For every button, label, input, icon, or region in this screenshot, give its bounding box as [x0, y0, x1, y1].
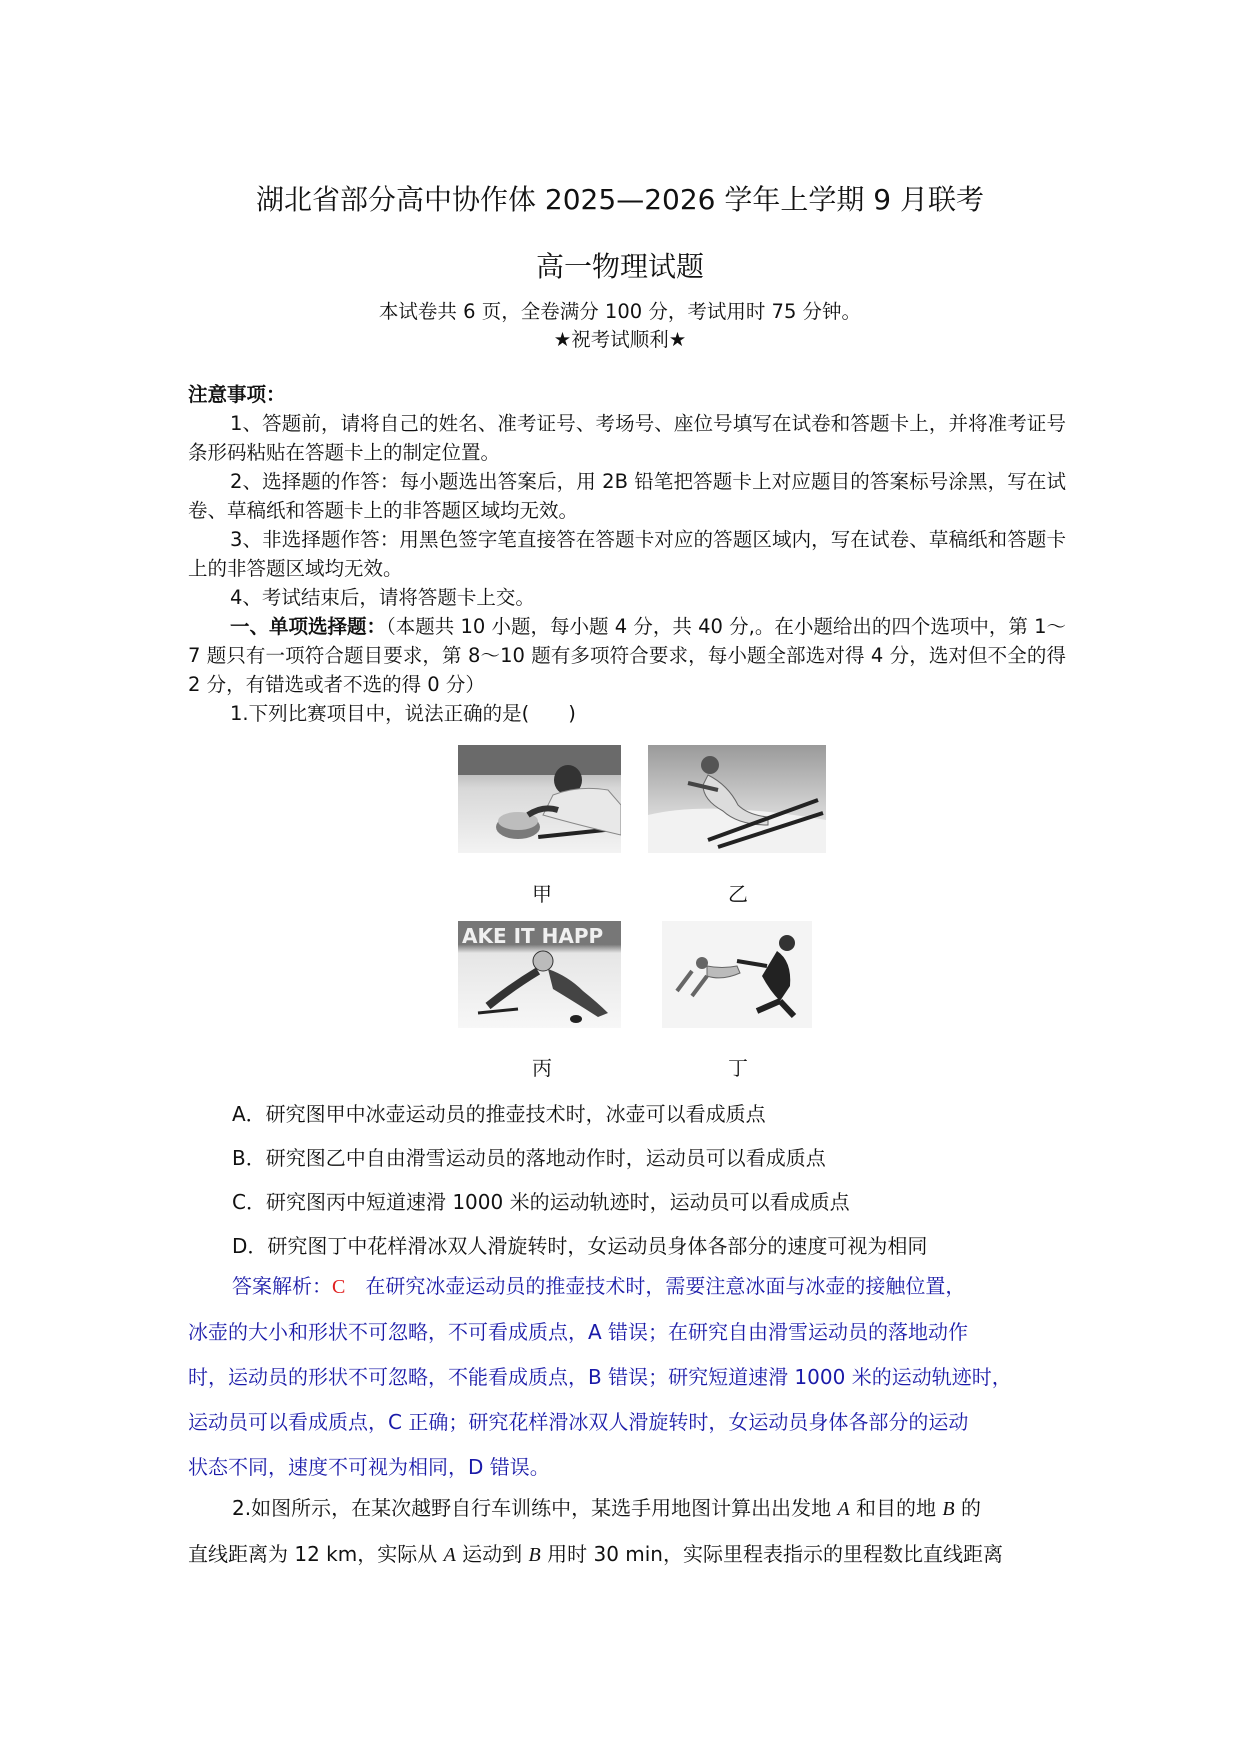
notice-item-2: 2、选择题的作答：每小题选出答案后，用 2B 铅笔把答题卡上对应题目的答案标号涂黑，写在试卷、草稿纸和答题卡上的非答题区域均无效。 — [188, 470, 1066, 522]
q1-answer-line-1: 答案解析：C 在研究冰壶运动员的推壶技术时，需要注意冰面与冰壶的接触位置， — [232, 1274, 966, 1298]
q1-option-b: B．研究图乙中自由滑雪运动员的落地动作时，运动员可以看成质点 — [232, 1146, 826, 1170]
curling-photo-art — [458, 745, 621, 853]
section1-desc: （本题共 10 小题，每小题 4 分，共 40 分,。在小题给出的四个选项中，第 1～7 题只有一项符合题目要求，第 8～10 题有多项符合要求，每小题全部选对得 4 分，选对但不全的得 2 分，有错选或者不选的得 0 分） — [188, 615, 1066, 696]
subject-title: 高一物理试题 — [535, 250, 704, 283]
q1-answer-line-4: 运动员可以看成质点，C 正确；研究花样滑冰双人滑旋转时，女运动员身体各部分的运动 — [188, 1410, 969, 1434]
q1-option-a: A．研究图甲中冰壶运动员的推壶技术时，冰壶可以看成质点 — [232, 1102, 766, 1126]
exam-title: 湖北省部分高中协作体 2025—2026 学年上学期 9 月联考 — [256, 183, 984, 216]
answer-key: C — [332, 1276, 346, 1298]
svg-text:AKE IT HAPP: AKE IT HAPP — [462, 924, 604, 948]
q2-stem — [188, 1486, 1068, 1578]
notice-item-1: 1、答题前，请将自己的姓名、准考证号、考场号、座位号填写在试卷和答题卡上，并将准考证号条形码粘贴在答题卡上的制定位置。 — [188, 412, 1066, 464]
exam-wish: ★祝考试顺利★ — [553, 328, 687, 351]
notice-item-3: 3、非选择题作答：用黑色签字笔直接答在答题卡对应的答题区域内，写在试卷、草稿纸和答题卡上的非答题区域均无效。 — [188, 528, 1066, 580]
freestyle-skiing-photo-art — [648, 745, 826, 853]
figure-caption-bing: 丙 — [532, 1056, 552, 1080]
section1-intro — [188, 612, 1066, 699]
freestyle-skiing-photo — [648, 745, 826, 853]
curling-photo — [458, 745, 621, 853]
exam-meta: 本试卷共 6 页，全卷满分 100 分，考试用时 75 分钟。 — [378, 300, 862, 323]
notice-item-4: 4、考试结束后，请将答题卡上交。 — [230, 586, 535, 609]
notice-block — [188, 380, 1066, 728]
q1-answer-line-5: 状态不同，速度不可视为相同，D 错误。 — [188, 1455, 550, 1479]
notice-heading: 注意事项： — [188, 383, 286, 406]
q1-option-c: C．研究图丙中短道速滑 1000 米的运动轨迹时，运动员可以看成质点 — [232, 1190, 850, 1214]
q2-line-1: 2.如图所示，在某次越野自行车训练中，某选手用地图计算出出发地 A 和目的地 B 的 — [232, 1496, 981, 1520]
q1-answer — [188, 1264, 1080, 1490]
figure-caption-jia: 甲 — [532, 882, 552, 906]
figure-skating-pairs-photo-art — [662, 921, 812, 1028]
q1-option-d: D．研究图丁中花样滑冰双人滑旋转时，女运动员身体各部分的速度可视为相同 — [232, 1234, 928, 1258]
answer-label: 答案解析： — [232, 1274, 332, 1298]
figure-caption-yi: 乙 — [728, 882, 748, 906]
figure-skating-pairs-photo — [662, 921, 812, 1028]
section1-heading: 一、单项选择题： — [230, 615, 387, 638]
short-track-skating-photo-art — [458, 921, 621, 1028]
short-track-skating-photo — [458, 921, 621, 1028]
figure-caption-ding: 丁 — [728, 1056, 748, 1080]
q1-answer-line-2: 冰壶的大小和形状不可忽略，不可看成质点，A 错误；在研究自由滑雪运动员的落地动作 — [188, 1320, 969, 1344]
q2-line-2: 直线距离为 12 km，实际从 A 运动到 B 用时 30 min，实际里程表指示的里程数比直线距离 — [188, 1542, 1003, 1566]
q1-stem: 1.下列比赛项目中，说法正确的是( ) — [230, 702, 576, 725]
q1-answer-line-3: 时，运动员的形状不可忽略，不能看成质点，B 错误；研究短道速滑 1000 米的运动轨迹时， — [188, 1365, 1012, 1389]
